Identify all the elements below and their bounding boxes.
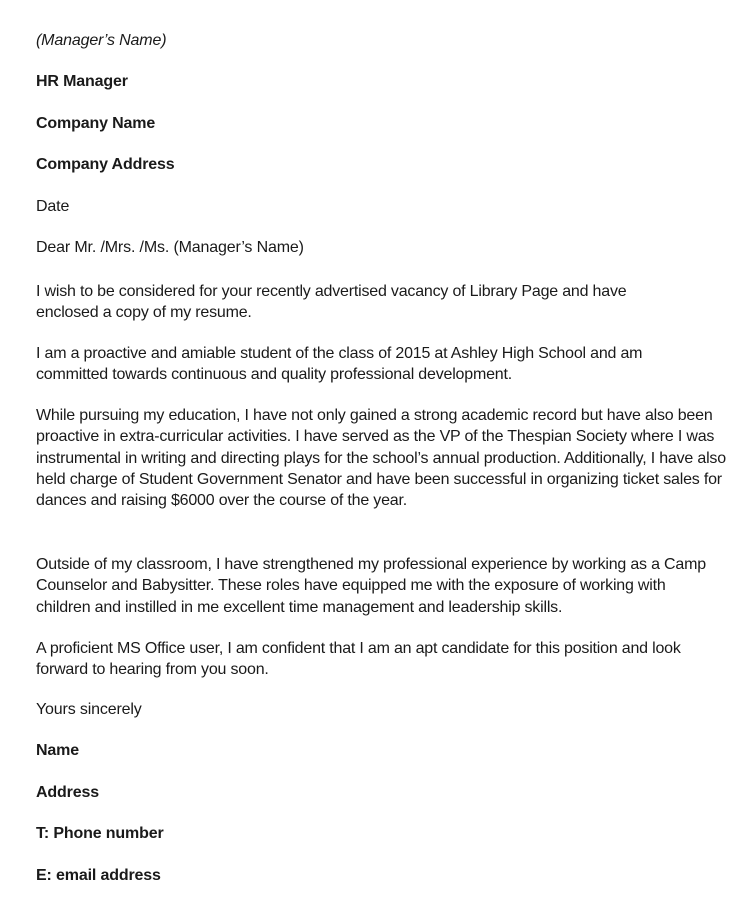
sender-email: E: email address [36, 867, 161, 884]
body-paragraph: While pursuing my education, I have not only gained a strong academic record but have also been proactive in extra-curricular activities. I have served as the VP of the Thespian Society where I was instrumental in writing and directing plays for the school’s annual production. Additionally, I have also held charge of Student Government Senator and have been successful in organizing ticket sales for dances and raising $6000 over the course of the year. [36, 407, 726, 510]
sender-name: Name [36, 742, 79, 759]
hr-manager-title: HR Manager [36, 73, 128, 90]
date: Date [36, 198, 70, 215]
body-paragraph: I wish to be considered for your recently advertised vacancy of Library Page and have enclosed a copy of my resume. [36, 283, 627, 322]
salutation: Dear Mr. /Mrs. /Ms. (Manager’s Name) [36, 239, 304, 256]
sender-address: Address [36, 784, 99, 801]
company-name: Company Name [36, 115, 156, 132]
body-paragraph: I am a proactive and amiable student of the class of 2015 at Ashley High School and am committed towards continuous and quality professional development. [36, 345, 643, 384]
company-address: Company Address [36, 156, 175, 173]
body-paragraph: A proficient MS Office user, I am confident that I am an apt candidate for this position and look forward to hearing from you soon. [36, 640, 681, 679]
body-paragraph: Outside of my classroom, I have strengthened my professional experience by working as a Camp Counselor and Babysitter. These roles have equipped me with the exposure of working with children and instilled in me excellent time management and leadership skills. [36, 556, 706, 616]
manager-name: (Manager’s Name) [36, 32, 167, 49]
valediction: Yours sincerely [36, 701, 142, 718]
sender-phone: T: Phone number [36, 825, 164, 842]
